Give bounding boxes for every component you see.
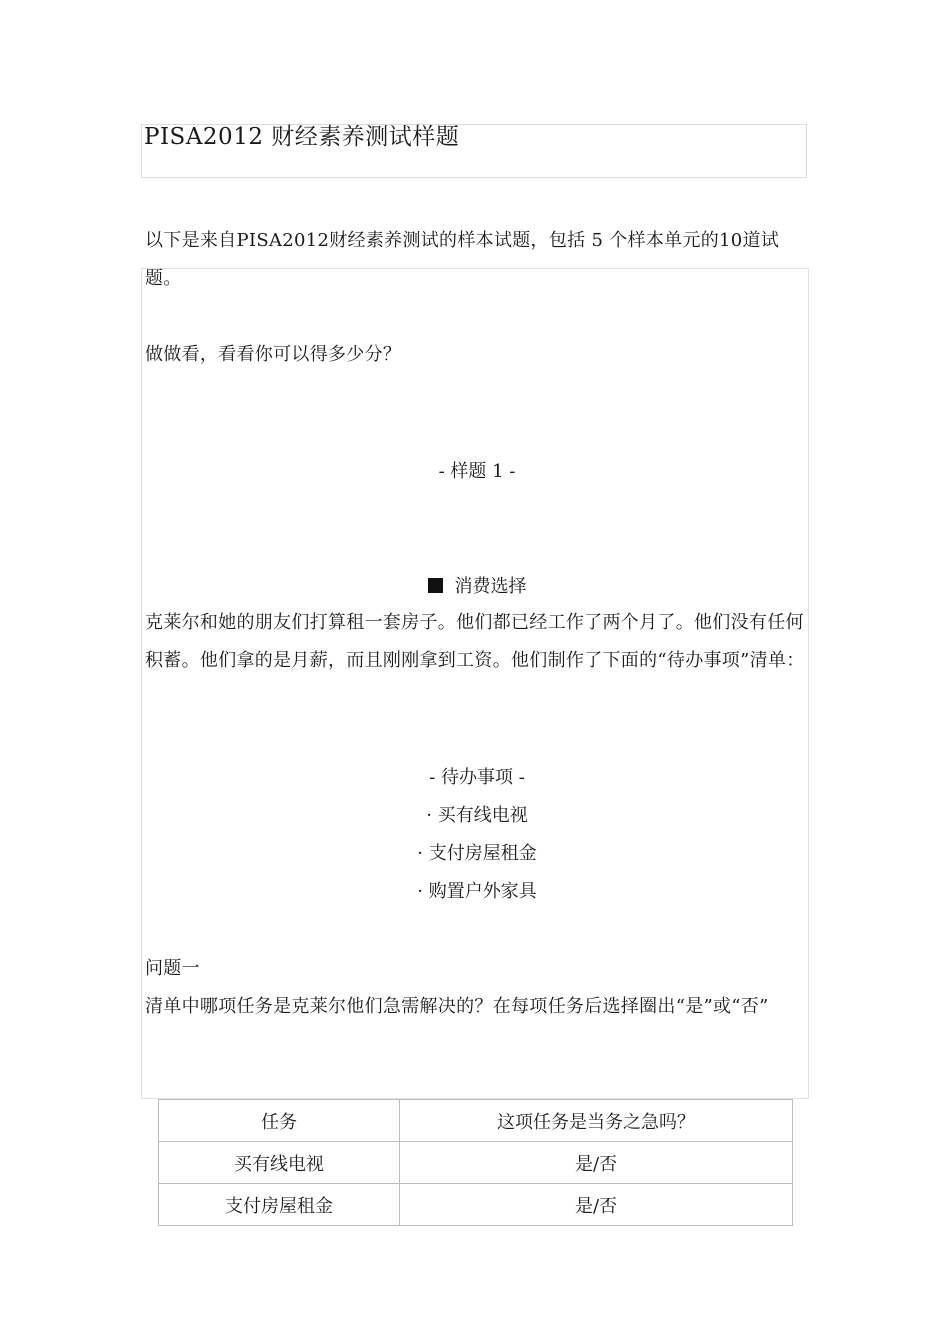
- table-row: [159, 1142, 793, 1184]
- task-table: [158, 1099, 793, 1226]
- unit-title: [145, 574, 809, 600]
- question-label: 问题一: [145, 958, 200, 979]
- todo-item: [145, 879, 809, 905]
- todo-item-text: · 购置户外家具: [417, 881, 536, 902]
- todo-item-text: · 支付房屋租金: [417, 843, 536, 864]
- table-header-cell: 这项任务是当务之急吗？: [400, 1100, 793, 1142]
- todo-item: [145, 841, 809, 867]
- black-square-icon: [428, 578, 443, 593]
- todo-item: [145, 803, 809, 829]
- intro-paragraph: 以下是来自PISA2012财经素养测试的样本试题，包括 5 个样本单元的10道试题。: [145, 230, 780, 289]
- table-header-cell: 任务: [159, 1100, 400, 1142]
- table-cell: 支付房屋租金: [159, 1184, 400, 1226]
- unit-title-text: 消费选择: [454, 576, 527, 597]
- table-cell: 是/否: [400, 1184, 793, 1226]
- table-cell: 是/否: [400, 1142, 793, 1184]
- page-title: PISA2012 财经素养测试样题: [144, 124, 460, 150]
- table-header-row: [159, 1100, 793, 1142]
- scenario-paragraph: 克莱尔和她的朋友们打算租一套房子。他们都已经工作了两个月了。他们没有任何积蓄。他们拿的是月薪，而且刚刚拿到工资。他们制作了下面的“待办事项”清单：: [145, 612, 805, 671]
- prompt-text: 做做看，看看你可以得多少分？: [145, 344, 402, 365]
- question-text: 清单中哪项任务是克莱尔他们急需解决的？在每项任务后选择圈出“是”或“否”: [145, 996, 769, 1017]
- todo-heading: - 待办事项 -: [429, 767, 525, 788]
- table-row: [159, 1184, 793, 1226]
- todo-item-text: · 买有线电视: [426, 805, 527, 826]
- sample-heading: - 样题 1 -: [438, 461, 516, 482]
- table-cell: 买有线电视: [159, 1142, 400, 1184]
